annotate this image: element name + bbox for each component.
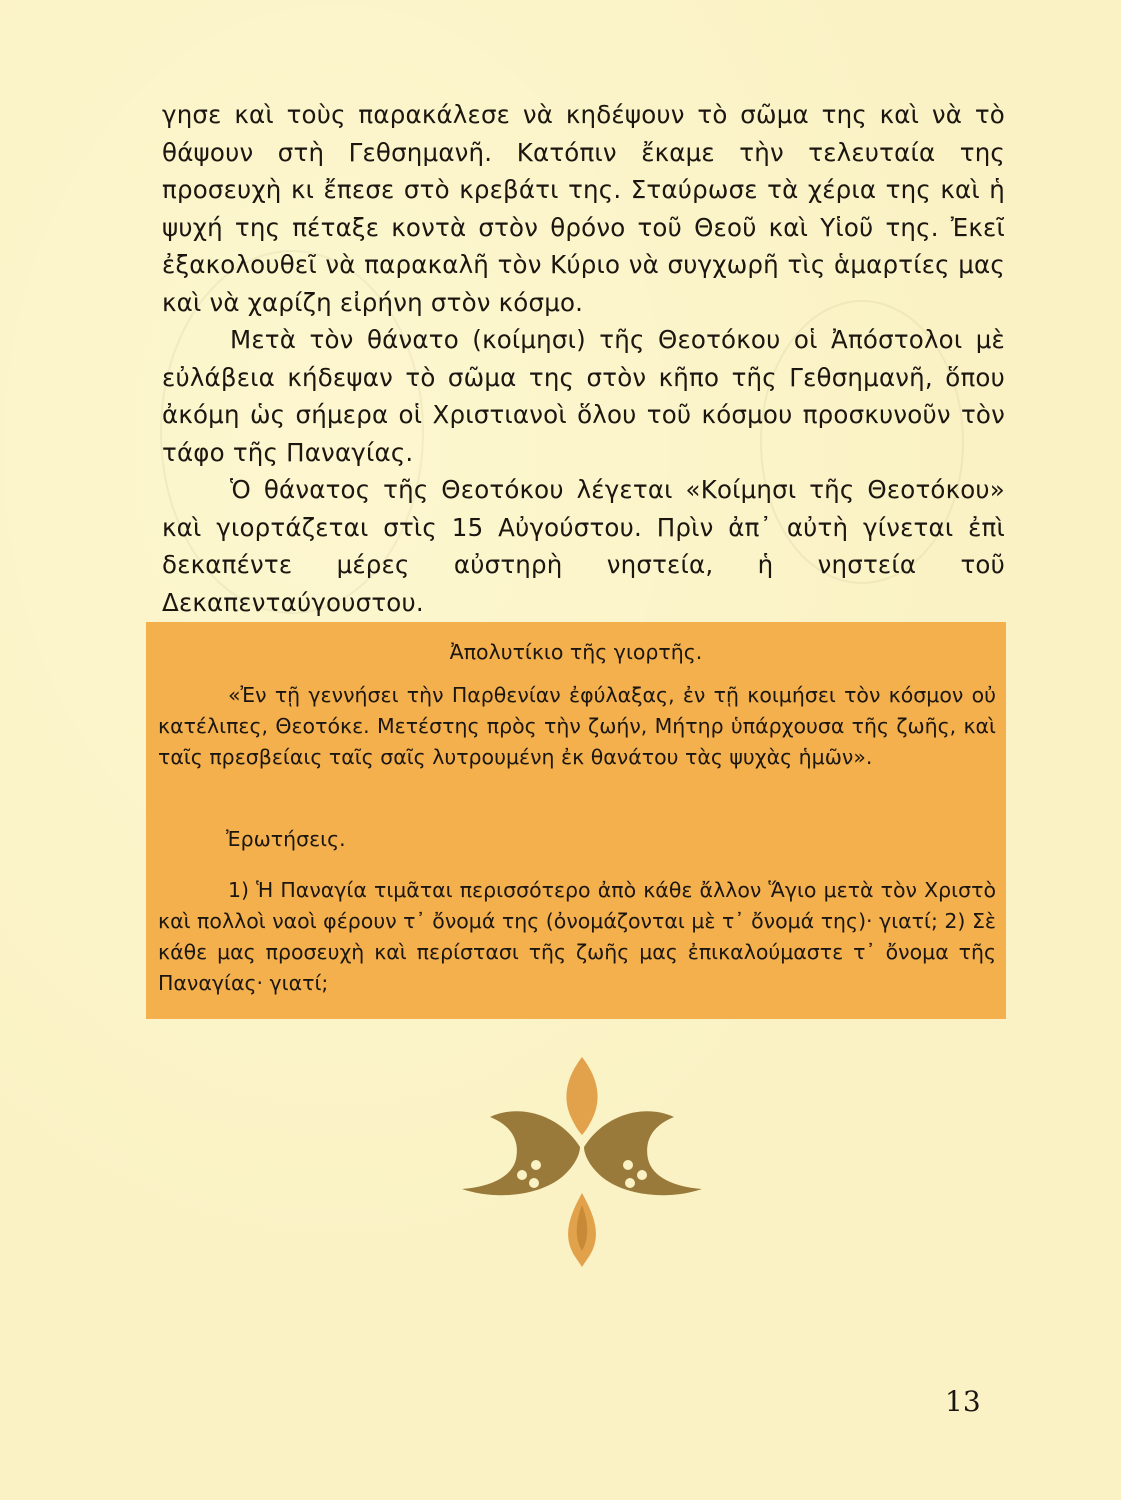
ornament-bottom-petal [568,1193,596,1267]
main-text [162,96,1005,621]
questions-text: 1) Ἡ Παναγία τιμᾶται περισσότερο ἀπὸ κάθε ἄλλον Ἅγιο μετὰ τὸν Χριστὸ καὶ πολλοὶ ναοὶ φέρουν τ᾽ ὄνομά της (ὀνομάζονται μὲ τ᾽ ὄνομά της)· γιατί; 2) Σὲ κάθε μας προσευχὴ καὶ περίστασι τῆς ζωῆς μας ἐπικαλούμαστε τ᾽ ὄνομα τῆς Παναγίας· γιατί; [158,878,996,995]
apolytikion-text: «Ἐν τῇ γεννήσει τὴν Παρθενίαν ἐφύλαξας, ἐν τῇ κοιμήσει τὸν κόσμον οὐ κατέλιπες, Θεοτόκε. Μετέστης πρὸς τὴν ζωήν, Μήτηρ ὑπάρχουσα τῆς ζωῆς, καὶ ταῖς πρεσβείαις ταῖς σαῖς λυτρουμένη ἐκ θανάτου τὰς ψυχὰς ἡμῶν». [158,683,996,769]
paragraph-2: Μετὰ τὸν θάνατο (κοίμησι) τῆς Θεοτόκου οἱ Ἀπόστολοι μὲ εὐλάβεια κήδεψαν τὸ σῶμα της στὸν κῆπο τῆς Γεθσημανῆ, ὅπου ἀκόμη ὡς σήμερα οἱ Χριστιανοὶ ὅλου τοῦ κόσμου προσκυνοῦν τὸν τάφο τῆς Παναγίας. [162,325,1005,467]
apolytikion-box [146,622,1006,1019]
questions-heading: Ἐρωτήσεις. [226,827,346,851]
floral-ornament-icon [450,1055,715,1270]
ornament-top-petal [566,1057,597,1135]
page-number: 13 [945,1385,981,1418]
box-title: Ἀπολυτίκιο τῆς γιορτῆς. [449,640,703,664]
paragraph-3: Ὁ θάνατος τῆς Θεοτόκου λέγεται «Κοίμησι τῆς Θεοτόκου» καὶ γιορτάζεται στὶς 15 Αὐγούστου. Πρὶν ἀπ᾽ αὐτὴ γίνεται ἐπὶ δεκαπέντε μέρες αὐστηρὴ νηστεία, ἡ νηστεία τοῦ Δεκαπενταύγουστου. [162,475,1005,617]
ornament-right-wing [584,1111,702,1195]
ornament-left-wing [462,1111,580,1195]
paragraph-1: γησε καὶ τοὺς παρακάλεσε νὰ κηδέψουν τὸ σῶμα της καὶ νὰ τὸ θάψουν στὴ Γεθσημανῆ. Κατόπιν ἔκαμε τὴν τελευταία της προσευχὴ κι ἔπεσε στὸ κρεβάτι της. Σταύρωσε τὰ χέρια της καὶ ἡ ψυχή της πέταξε κοντὰ στὸν θρόνο τοῦ Θεοῦ καὶ Υἱοῦ της. Ἐκεῖ ἐξακολουθεῖ νὰ παρακαλῆ τὸν Κύριο νὰ συγχωρῆ τὶς ἁμαρτίες μας καὶ νὰ χαρίζη εἰρήνη στὸν κόσμο. [162,100,1005,317]
